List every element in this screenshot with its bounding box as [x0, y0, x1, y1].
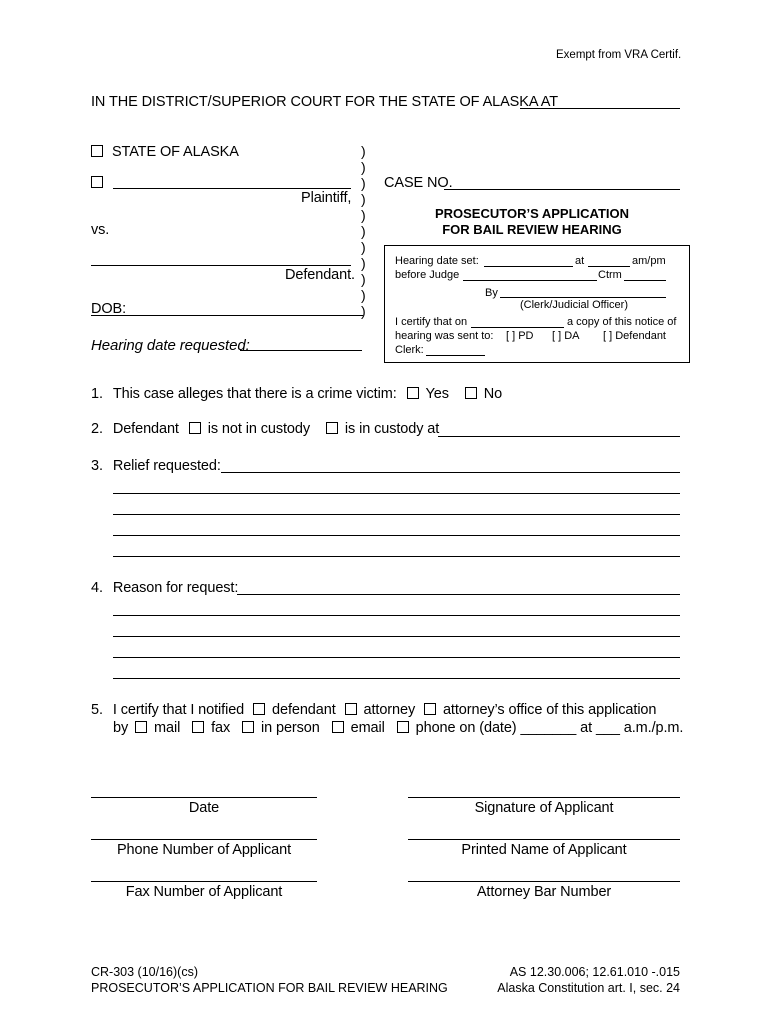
judge-field[interactable]	[463, 280, 597, 281]
state-label: STATE OF ALASKA	[111, 144, 239, 160]
reason-field-line[interactable]	[237, 594, 680, 595]
fax-label-sig: Fax Number of Applicant	[125, 884, 283, 900]
reason-field-line[interactable]	[113, 615, 680, 616]
item-5-line-2	[113, 721, 683, 736]
item-2-text: Defendant	[112, 421, 179, 437]
notified-defendant-label: defendant	[272, 702, 336, 718]
victim-yes-label: Yes	[425, 386, 449, 402]
in-person-checkbox[interactable]	[242, 721, 254, 733]
reason-field-line[interactable]	[113, 678, 680, 679]
sent-to-label: hearing was sent to:	[395, 330, 494, 342]
reason-field-line[interactable]	[113, 657, 680, 658]
case-no-field[interactable]	[444, 189, 680, 190]
form-id: CR-303 (10/16)(cs)	[91, 965, 198, 979]
at-label: at	[575, 255, 585, 267]
mail-label: mail	[154, 720, 181, 736]
other-plaintiff-option[interactable]	[91, 175, 103, 189]
title-line-1: PROSECUTOR’S APPLICATION	[434, 206, 630, 221]
relief-field-line[interactable]	[113, 556, 680, 557]
email-label: email	[350, 720, 385, 736]
item-5-line-1	[91, 703, 656, 718]
exempt-note: Exempt from VRA Certif.	[556, 49, 682, 61]
relief-field-line[interactable]	[113, 535, 680, 536]
in-custody-checkbox[interactable]	[326, 422, 338, 434]
not-in-custody-label: is not in custody	[207, 421, 311, 437]
case-no-label: CASE NO.	[384, 175, 453, 191]
phone-label: phone on (date) _______ at ___ a.m./p.m.	[415, 720, 684, 736]
date-label: Date	[188, 800, 220, 816]
ampm-label: am/pm	[632, 255, 666, 267]
clerk-officer-label: (Clerk/Judicial Officer)	[520, 299, 628, 311]
relief-field-line[interactable]	[113, 514, 680, 515]
constitution-reference: Alaska Constitution art. I, sec. 24	[497, 981, 680, 995]
signature-label: Signature of Applicant	[474, 800, 614, 816]
item-3	[91, 459, 221, 474]
state-of-alaska-option[interactable]	[91, 145, 239, 160]
item-1-number: 1.	[91, 386, 103, 402]
ctrm-label: Ctrm	[598, 269, 622, 281]
notified-office-checkbox[interactable]	[424, 703, 436, 715]
item-1	[91, 387, 502, 402]
in-custody-label: is in custody at	[344, 421, 440, 437]
relief-field-line[interactable]	[221, 472, 680, 473]
by-label: By	[485, 287, 498, 299]
form-title: PROSECUTOR’S APPLICATION FOR BAIL REVIEW HEARING	[91, 981, 448, 995]
defendant-name-field[interactable]	[91, 265, 351, 266]
defendant-option[interactable]: [ ] Defendant	[603, 330, 666, 342]
certify-date-field[interactable]	[471, 327, 564, 328]
item-2-number: 2.	[91, 421, 103, 437]
plaintiff-name-field[interactable]	[113, 188, 351, 189]
fax-checkbox[interactable]	[192, 721, 204, 733]
court-location-field[interactable]	[520, 108, 680, 109]
ctrm-field[interactable]	[624, 280, 666, 281]
defendant-label: Defendant.	[285, 267, 355, 283]
phone-label-sig: Phone Number of Applicant	[116, 842, 292, 858]
item-4-number: 4.	[91, 580, 103, 596]
relief-field-line[interactable]	[113, 493, 680, 494]
not-in-custody-checkbox[interactable]	[189, 422, 201, 434]
victim-yes-checkbox[interactable]	[407, 387, 419, 399]
item-2	[91, 422, 439, 437]
item-4	[91, 581, 238, 596]
before-judge-label: before Judge	[395, 269, 460, 281]
item-3-number: 3.	[91, 458, 103, 474]
hearing-time-field[interactable]	[588, 266, 630, 267]
da-option[interactable]: [ ] DA	[552, 330, 580, 342]
item-3-text: Relief requested:	[112, 458, 221, 474]
clerk-officer-field[interactable]	[500, 297, 666, 298]
by-method-label: by	[113, 720, 129, 736]
item-5-number: 5.	[91, 702, 103, 718]
court-heading: IN THE DISTRICT/SUPERIOR COURT FOR THE STATE OF ALASKA AT	[91, 94, 558, 110]
in-person-label: in person	[260, 720, 320, 736]
hearing-set-label: Hearing date set:	[395, 255, 479, 267]
item-1-text: This case alleges that there is a crime victim:	[112, 386, 397, 402]
page: Exempt from VRA Certif. IN THE DISTRICT/SUPERIOR COURT FOR THE STATE OF ALASKA AT STATE OF ALASKA Plaintiff, vs. Defendant. DOB: Hearing date requested: ) ) ) ) ) ) ) ) ) ) ) CASE NO. PROSECUTOR’S APPLICATION FOR BAIL REVIEW HEARING Hearing date set: at am/pm before Judge Ctrm By (Clerk/Judicial Officer) I certify that on a copy of this notice of hearing was sent to: [ ] PD [ ] DA [ ] Defendant Clerk: 1. This case alleges that there is a crime victim: Yes No 2. Defendant is not in custody is in custody at 3. Relief requested: 4. Reason for request: 5. I certify that I notified defendant attorney attorney’s office of this application by mail fax in person email phone on (date) _______ at ___ a.m./p.m. Date Signature of Applicant Phone Number of Applicant Printed Name of Applicant Fax Number of Applicant Attorney Bar Number CR-303 (10/16)(cs) PROSECUTOR’S APPLICATION FOR BAIL REVIEW HEARING AS 12.30.006; 12.61.010 -.015 Alaska Constitution art. I, sec. 24	[0, 0, 770, 1024]
notified-attorney-label: attorney	[363, 702, 416, 718]
printed-name-line[interactable]	[408, 839, 680, 840]
email-checkbox[interactable]	[332, 721, 344, 733]
printed-name-label: Printed Name of Applicant	[461, 842, 627, 858]
applicant-signature-line[interactable]	[408, 797, 680, 798]
fax-number-line[interactable]	[91, 881, 317, 882]
phone-checkbox[interactable]	[397, 721, 409, 733]
item-4-text: Reason for request:	[112, 580, 239, 596]
state-checkbox[interactable]	[91, 145, 103, 157]
bar-number-label: Attorney Bar Number	[476, 884, 612, 900]
victim-no-checkbox[interactable]	[465, 387, 477, 399]
statute-reference: AS 12.30.006; 12.61.010 -.015	[509, 965, 680, 979]
dob-field[interactable]	[91, 315, 363, 316]
date-signature-line[interactable]	[91, 797, 317, 798]
hearing-requested-label: Hearing date requested:	[91, 337, 250, 354]
clerk-initials-field[interactable]	[426, 355, 485, 356]
title-line-2: FOR BAIL REVIEW HEARING	[442, 222, 622, 237]
certify-label: I certify that on	[395, 316, 468, 328]
custody-location-field[interactable]	[438, 436, 680, 437]
notified-attorney-checkbox[interactable]	[345, 703, 357, 715]
pd-option[interactable]: [ ] PD	[506, 330, 534, 342]
notified-defendant-checkbox[interactable]	[253, 703, 265, 715]
notified-office-label: attorney’s office of this application	[442, 702, 657, 718]
other-plaintiff-checkbox[interactable]	[91, 176, 103, 188]
copy-text: a copy of this notice of	[567, 316, 677, 328]
victim-no-label: No	[483, 386, 503, 402]
bar-number-line[interactable]	[408, 881, 680, 882]
vs-label: vs.	[91, 222, 110, 238]
phone-number-line[interactable]	[91, 839, 317, 840]
hearing-requested-field[interactable]	[240, 350, 362, 351]
fax-label: fax	[211, 720, 231, 736]
clerk-label: Clerk:	[395, 344, 424, 356]
dob-label: DOB:	[91, 301, 127, 317]
mail-checkbox[interactable]	[135, 721, 147, 733]
item-5-text: I certify that I notified	[112, 702, 245, 718]
plaintiff-label: Plaintiff,	[301, 190, 352, 206]
reason-field-line[interactable]	[113, 636, 680, 637]
hearing-set-date-field[interactable]	[484, 266, 573, 267]
